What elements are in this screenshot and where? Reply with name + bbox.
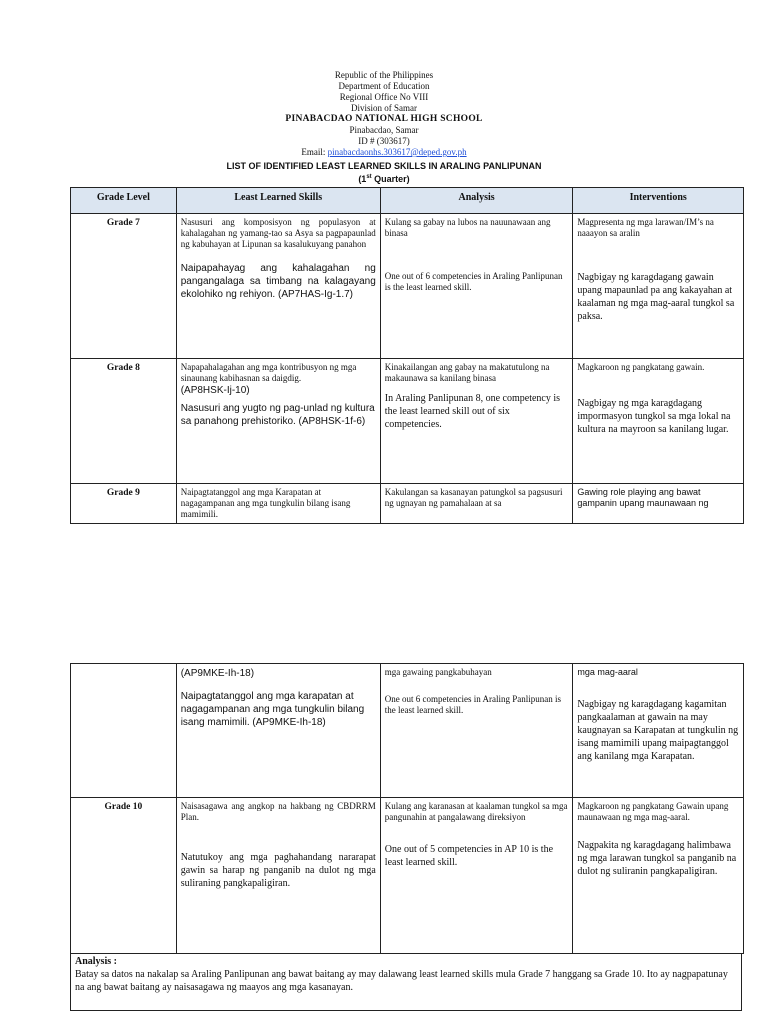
grade-cell: Grade 10	[71, 798, 177, 954]
intervention-text: Magkaroon ng pangkatang gawain.	[577, 362, 705, 372]
intervention-text: Nagbigay ng karagdagang kagamitan pangkaalaman at gawain na may kaugnayan sa Karapatan at tungkulin ng isang mamimili upang maipagtanggol ang kanilang mga Karapatan.	[577, 699, 739, 762]
school-address: Pinabacdao, Samar	[349, 125, 419, 135]
analysis-cell	[380, 359, 573, 484]
table-row	[71, 664, 744, 798]
intervention-text: mga mag-aaral	[577, 667, 638, 677]
interventions-cell	[573, 664, 744, 798]
skills-table-page2	[70, 663, 744, 954]
skill-text: Naipapahayag ang kahalagahan ng pangangalaga sa timbang na kalagayang ekolohiko ng rehiyon. (AP7HAS-Ig-1.7)	[180, 263, 376, 300]
skill-text: Naipagtatanggol ang mga Karapatan at nagagampanan ang mga tungkulin bilang isang mamimili.	[180, 487, 351, 519]
table-row	[71, 359, 744, 484]
interventions-cell	[573, 359, 744, 484]
email-link[interactable]: pinabacdaonhs.303617@deped.gov.ph	[327, 147, 467, 157]
skill-text: Nasusuri ang yugto ng pag-unlad ng kultura sa panahong prehistoriko. (AP8HSK-1f-6)	[180, 403, 375, 427]
school-id: ID # (303617)	[358, 136, 410, 146]
analysis-cell	[380, 484, 573, 524]
grade-cell: Grade 9	[71, 484, 177, 524]
header-division: Division of Samar	[351, 103, 417, 113]
skills-cell	[176, 214, 380, 359]
analysis-cell	[380, 664, 573, 798]
col-header-skills: Least Learned Skills	[176, 188, 380, 214]
col-header-grade: Grade Level	[71, 188, 177, 214]
skills-table-page1	[70, 187, 744, 524]
document-header	[0, 70, 768, 185]
header-department: Department of Education	[338, 81, 430, 91]
skills-cell	[176, 359, 380, 484]
analysis-text: In Araling Panlipunan 8, one competency is the least learned skill out of six competencies.	[384, 393, 561, 430]
intervention-text: Magkaroon ng pangkatang Gawain upang maunawaan ng mga mag-aaral.	[577, 801, 729, 822]
skill-text: Napapahalagahan ang mga kontribusyon ng mga sinaunang kabihasnan sa daigdig.	[180, 362, 357, 383]
skills-cell	[176, 664, 380, 798]
analysis-text: One out 6 competencies in Araling Panlipunan is the least learned skill.	[384, 694, 562, 715]
intervention-text: Magpresenta ng mga larawan/IM’s na naaayon sa aralin	[577, 217, 714, 238]
grade-cell	[71, 664, 177, 798]
table-row	[71, 214, 744, 359]
col-header-analysis: Analysis	[380, 188, 573, 214]
intervention-text: Nagbigay ng mga karagdagang impormasyon tungkol sa mga lokal na kultura na mayroon sa kanilang lugar.	[577, 398, 731, 435]
skill-code: (AP8HSK-Ij-10)	[180, 385, 250, 396]
skill-text: Nasusuri ang komposisyon ng populasyon at kahalagahan ng yamang-tao sa Asya sa pagpapaunlad ng kabuhayan at Lipunan sa kasalukuyang panahon	[180, 217, 376, 249]
interventions-cell	[573, 214, 744, 359]
analysis-text: Kinakailangan ang gabay na makatutulong na makaunawa sa kanilang binasa	[384, 362, 550, 383]
intervention-text: Nagbigay ng karagdagang gawain upang mapaunlad pa ang kakayahan at kaalaman ng mga mag-aaral tungkol sa paksa.	[577, 272, 735, 322]
analysis-cell	[380, 798, 573, 954]
header-republic: Republic of the Philippines	[334, 70, 434, 80]
analysis-text: Kulang ang karanasan at kaalaman tungkol sa mga pangunahin at pangalawang direksiyon	[384, 801, 568, 822]
quarter-label: (1st Quarter)	[358, 174, 410, 184]
interventions-cell	[573, 798, 744, 954]
skill-text: Naisasagawa ang angkop na hakbang ng CBDRRM Plan.	[180, 801, 376, 822]
school-name: PINABACDAO NATIONAL HIGH SCHOOL	[285, 114, 483, 124]
analysis-text: One out of 6 competencies in Araling Panlipunan is the least learned skill.	[384, 271, 563, 292]
skills-cell	[176, 798, 380, 954]
skills-cell	[176, 484, 380, 524]
skill-text: Naipagtatanggol ang mga karapatan at nagagampanan ang mga tungkulin bilang isang mamimili. (AP9MKE-Ih-18)	[180, 691, 365, 728]
skill-text: Natutukoy ang mga paghahandang nararapat gawin sa harap ng panganib na dulot ng mga suliraning pangkapaligiran.	[180, 852, 376, 889]
table-row	[71, 798, 744, 954]
analysis-text: Kulang sa gabay na lubos na nauunawaan ang binasa	[384, 217, 551, 238]
grade-cell: Grade 7	[71, 214, 177, 359]
analysis-heading: Analysis :	[75, 956, 117, 967]
grade-cell: Grade 8	[71, 359, 177, 484]
analysis-summary-text: Batay sa datos na nakalap sa Araling Panlipunan ang bawat baitang ay may dalawang least learned skills mula Grade 7 hanggang sa Grade 10. Ito ay nagpapatunay na ang bawat baitang ay naisasagawa ng maayos ang mga kasanayan.	[75, 969, 728, 993]
analysis-summary-box	[70, 953, 742, 1011]
table-header-row	[71, 188, 744, 214]
analysis-text: One out of 5 competencies in AP 10 is the least learned skill.	[384, 844, 554, 868]
analysis-text: mga gawaing pangkabuhayan	[384, 667, 492, 677]
document-title: LIST OF IDENTIFIED LEAST LEARNED SKILLS IN ARALING PANLIPUNAN	[226, 161, 542, 171]
analysis-text: Kakulangan sa kasanayan patungkol sa pagsusuri ng ugnayan ng pamahalaan at sa	[384, 487, 563, 508]
email-label: Email:	[301, 147, 328, 157]
email-line	[0, 147, 768, 158]
col-header-interventions: Interventions	[573, 188, 744, 214]
interventions-cell	[573, 484, 744, 524]
header-region: Regional Office No VIII	[339, 92, 429, 102]
table-row	[71, 484, 744, 524]
intervention-text: Nagpakita ng karagdagang halimbawa ng mga larawan tungkol sa panganib na dulot ng suliranin pangkapaligiran.	[577, 840, 737, 877]
skill-code: (AP9MKE-Ih-18)	[180, 668, 255, 679]
analysis-cell	[380, 214, 573, 359]
intervention-text: Gawing role playing ang bawat gampanin upang maunawaan ng	[577, 487, 709, 508]
